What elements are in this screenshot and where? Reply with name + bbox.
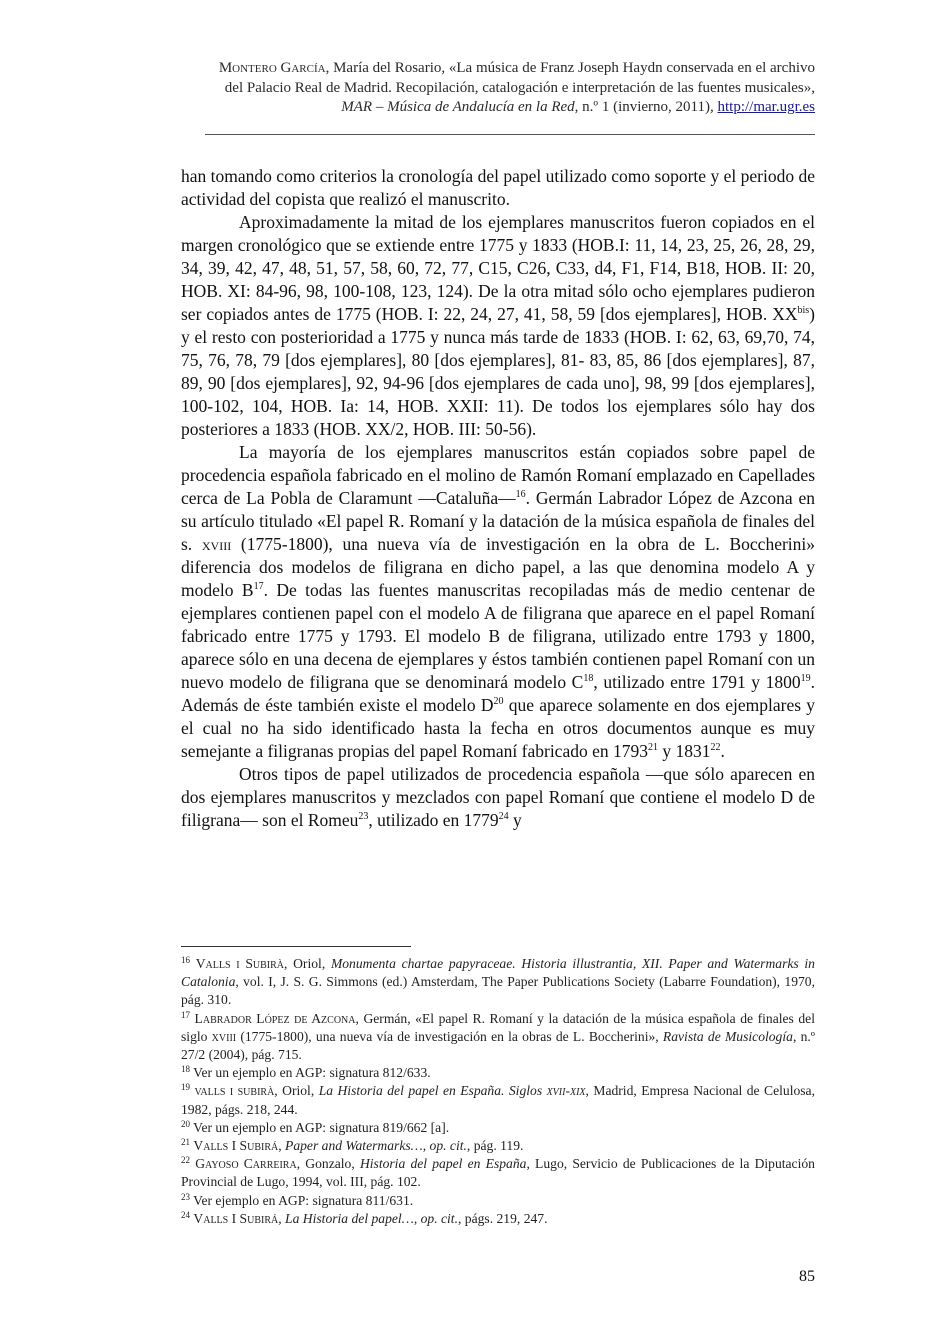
header-issue: , n.º 1 (invierno, 2011),: [574, 99, 718, 115]
paragraph-2-text-a: Aproximadamente la mitad de los ejemplares manuscritos fueron copiados en el margen cronológico que se extiende entre 1775 y 1833 (HOB.I: 11, 14, 23, 25, 26, 28, 29, 34, 39, 42, 47, 48, 51, 57, 58, 60, 72, 77, C15, C26, C33, d4, F1, F14, B18, HOB. II: 20, HOB. XI: 84-96, 98, 100-108, 123, 124). De la otra mitad sólo ocho ejemplares pudieron ser copiados antes de 1775 (HOB. I: 22, 24, 27, 41, 58, 59 [dos ejemplares], HOB. XX: [181, 212, 815, 324]
footnote-number: 20: [181, 1118, 190, 1129]
footnote-ref-18[interactable]: 18: [583, 673, 594, 684]
paragraph-3-text-d: . De todas las fuentes manuscritas recopiladas más de medio centenar de ejemplares contienen papel con el modelo A de filigrana que aparece en el papel Romaní fabricado entre 1775 y 1793. El modelo B de filigrana, utilizado entre 1793 y 1800, aparece sólo en una decena de ejemplares y éstos también contienen papel Romaní con un nuevo modelo de filigrana que se denominará modelo C: [181, 580, 816, 692]
footnote-text: , págs. 219, 247.: [458, 1210, 548, 1226]
running-header: [205, 59, 815, 118]
footnote-author: Valls I Subirá: [193, 1138, 279, 1154]
footnote-number: 17: [181, 1009, 190, 1020]
footnote-divider: [181, 946, 411, 947]
page-number: 85: [799, 1268, 815, 1285]
paragraph-3-text-h: y 1831: [658, 741, 711, 761]
footnote-title: Historia del papel en España: [359, 1156, 527, 1172]
footnote-text: Ver un ejemplo en AGP: signatura 812/633.: [193, 1065, 431, 1081]
header-author: Montero García: [218, 60, 326, 76]
footnote-16: [181, 955, 815, 1010]
footnote-number: 24: [181, 1209, 190, 1220]
footnote-ref-23[interactable]: 23: [358, 811, 369, 822]
footnote-number: 21: [181, 1137, 190, 1148]
footnote-text: ,: [422, 1138, 430, 1154]
footnote-text: , vol. I, J. S. G. Simmons (ed.) Amsterdam, The Paper Publications Society (Labarre Foundation), 1970, pág. 310.: [181, 974, 815, 1008]
footnote-ref-22[interactable]: 22: [710, 742, 721, 753]
footnote-number: 19: [181, 1082, 190, 1093]
footnote-text: ,: [278, 1138, 286, 1154]
footnote-text: , Oriol,: [284, 956, 331, 971]
footnote-title: La Historia del papel en España. Siglos: [318, 1083, 547, 1099]
footnote-text: , Gonzalo,: [296, 1156, 360, 1172]
footnote-title: Ravista de Musicología: [662, 1028, 793, 1044]
header-url-link[interactable]: http://mar.ugr.es: [717, 99, 815, 115]
footnote-opcit: op. cit.: [429, 1138, 467, 1154]
footnote-text: Ver un ejemplo en AGP: signatura 819/662 [a].: [193, 1119, 450, 1135]
paragraph-1: han tomando como criterios la cronología del papel utilizado como soporte y el periodo de actividad del copista que realizó el manuscrito.: [181, 166, 815, 209]
paragraph-3-text-b: . Germán Labrador López de Azcona en su artículo titulado «El papel R. Romaní y la datación de la música española de finales del s.: [181, 488, 815, 554]
footnote-text: Ver ejemplo en AGP: signatura 811/631.: [193, 1192, 414, 1208]
paragraph-3-text-c: (1775-1800), una nueva vía de investigación en la obra de L. Boccherini» diferencia dos modelos de filigrana en dicho papel, a las que denomina modelo A y modelo B: [181, 534, 816, 600]
footnote-18: [181, 1064, 815, 1082]
footnote-ref-24[interactable]: 24: [498, 811, 509, 822]
footnote-author: Gayoso Carreira: [195, 1156, 297, 1172]
paragraph-3-text-i: .: [720, 741, 725, 761]
footnotes: [181, 955, 815, 1228]
paragraph-2-text-b: ) y el resto con posterioridad a 1775 y nunca más tarde de 1833 (HOB. I: 62, 63, 69,70, 74, 75, 76, 78, 79 [dos ejemplares], 80 [dos ejemplares], 81- 83, 85, 86 [dos ejemplares], 87, 89, 90 [dos ejemplares], 92, 94-96 [dos ejemplares de cada uno], 98, 99 [dos ejemplares], 100-102, 104, HOB. Ia: 14, HOB. XXII: 11). De todos los ejemplares sólo hay dos posteriores a 1833 (HOB. XX/2, HOB. III: 50-56).: [181, 304, 815, 439]
footnote-ref-19[interactable]: 19: [800, 673, 811, 684]
paragraph-3-text-g: que aparece solamente en dos ejemplares y el cual no ha sido identificado hasta la fecha en otros documentos aunque es muy semejante a filigranas propias del papel Romaní fabricado en 1793: [181, 695, 815, 761]
footnote-author: Valls i Subirà: [195, 956, 284, 971]
footnote-24: [181, 1210, 815, 1228]
paragraph-3-text-f: . Además de éste también existe el modelo D: [181, 672, 815, 715]
footnote-20: [181, 1119, 815, 1137]
footnote-title: Paper and Watermarks…: [285, 1138, 423, 1154]
footnote-text: , pág. 119.: [466, 1138, 524, 1154]
footnote-ref-20[interactable]: 20: [493, 696, 504, 707]
footnote-number: 23: [181, 1191, 190, 1202]
paragraph-2: [181, 211, 815, 441]
paragraph-3: [181, 441, 815, 763]
header-journal: MAR – Música de Andalucía en la Red: [341, 99, 575, 115]
paragraph-4: [181, 763, 815, 832]
footnote-author: Labrador López de Azcona: [194, 1010, 356, 1026]
paragraph-4-text-c: y: [508, 810, 522, 830]
paragraph-3-text-e: , utilizado entre 1791 y 1800: [593, 672, 801, 692]
footnote-text: , n.º 27/2 (2004), pág. 715.: [181, 1028, 815, 1063]
footnote-23: [181, 1192, 815, 1210]
footnote-author: valls i subirà: [194, 1083, 275, 1099]
footnote-text: , Germán, «El papel R. Romaní y la datación de la música española de finales del siglo: [181, 1010, 815, 1044]
century-xviii: xviii: [201, 534, 232, 554]
paragraph-3-text-a: La mayoría de los ejemplares manuscritos están copiados sobre papel de procedencia española fabricado en el molino de Ramón Romaní emplazado en Capellades cerca de La Pobla de Claramunt —Cataluña—: [181, 442, 815, 508]
footnote-text: (1775-1800), una nueva vía de investigación en la obras de L. Boccherini»,: [236, 1028, 663, 1044]
footnote-17: [181, 1010, 815, 1065]
footnote-ref-16[interactable]: 16: [515, 489, 526, 500]
footnote-title: La Historia del papel…: [285, 1210, 414, 1226]
footnote-text: ,: [413, 1210, 421, 1226]
main-text: [181, 165, 815, 832]
paragraph-4-text-b: , utilizado en 1779: [368, 810, 499, 830]
paragraph-4-text-a: Otros tipos de papel utilizados de procedencia española —que sólo aparecen en dos ejemplares manuscritos y mezclados con papel Romaní que contiene el modelo D de filigrana— son el Romeu: [181, 764, 815, 830]
footnote-number: 18: [181, 1064, 190, 1075]
footnote-text: , Madrid, Empresa Nacional de Celulosa, 1982, págs. 218, 244.: [181, 1083, 815, 1117]
superscript-bis: bis: [797, 305, 810, 316]
footnote-21: [181, 1137, 815, 1155]
footnote-ref-21[interactable]: 21: [648, 742, 658, 753]
footnote-text: , Lugo, Servicio de Publicaciones de la Diputación Provincial de Lugo, 1994, vol. III, pág. 102.: [181, 1156, 815, 1190]
footnote-number: 22: [181, 1155, 190, 1166]
footnote-title-centuries: xvii-xix: [546, 1083, 586, 1099]
header-citation: , María del Rosario, «La música de Franz Joseph Haydn conservada en el archivo del Palacio Real de Madrid. Recopilación, catalogación e interpretación de las fuentes musicales»,: [224, 60, 815, 96]
header-divider: [205, 134, 815, 135]
footnote-opcit: op. cit.: [420, 1210, 458, 1226]
footnote-title: Monumenta chartae papyraceae. Historia illustrantia, XII. Paper and Watermarks in Catalonia: [181, 956, 815, 990]
footnote-text: ,: [278, 1210, 286, 1226]
footnote-ref-17[interactable]: 17: [253, 581, 264, 592]
footnote-22: [181, 1155, 815, 1191]
footnote-text: , Oriol,: [274, 1083, 319, 1099]
footnote-19: [181, 1082, 815, 1118]
footnote-number: 16: [181, 955, 190, 965]
century-xviii: xviii: [211, 1028, 237, 1044]
footnote-author: Valls I Subirá: [193, 1210, 279, 1226]
